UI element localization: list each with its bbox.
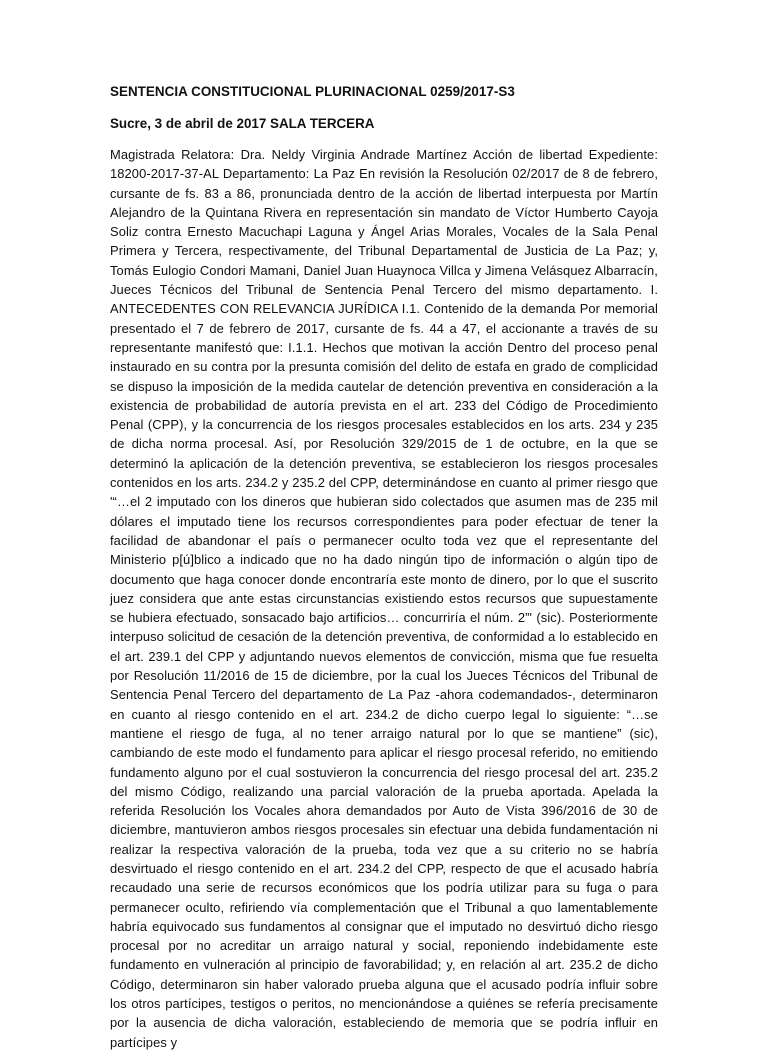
document-title: SENTENCIA CONSTITUCIONAL PLURINACIONAL 0259/2017-S3	[110, 84, 515, 99]
document-body-text: Magistrada Relatora: Dra. Neldy Virginia Andrade Martínez Acción de libertad Expediente: 18200-2017-37-AL Departamento: La Paz En revisión la Resolución 02/2017 de 8 de febrero, cursante de fs. 83 a 86, pronunciada dentro de la acción de libertad interpuesta por Martín Alejandro de la Quintana Rivera en representación sin mandato de Víctor Humberto Cayoja Soliz contra Ernesto Macuchapi Laguna y Ángel Arias Morales, Vocales de la Sala Penal Primera y Tercera, respectivamente, del Tribunal Departamental de Justicia de La Paz; y, Tomás Eulogio Condori Mamani, Daniel Juan Huaynoca Villca y Jimena Velásquez Albarracín, Jueces Técnicos del Tribunal de Sentencia Penal Tercero del mismo departamento. I. ANTECEDENTES CON RELEVANCIA JURÍDICA I.1. Contenido de la demanda Por memorial presentado el 7 de febrero de 2017, cursante de fs. 44 a 47, el accionante a través de su representante manifestó que: I.1.1. Hechos que motivan la acción Dentro del proceso penal instaurado en su contra por la presunta comisión del delito de estafa en grado de complicidad se dispuso la imposición de la medida cautelar de detención preventiva en consideración a la existencia de probabilidad de autoría prevista en el art. 233 del Código de Procedimiento Penal (CPP), y la concurrencia de los riesgos procesales establecidos en los arts. 234 y 235 de dicha norma procesal. Así, por Resolución 329/2015 de 1 de octubre, en la que se determinó la aplicación de la detención preventiva, se establecieron los riesgos procesales contenidos en los arts. 234.2 y 235.2 del CPP, determinándose en cuanto al primer riesgo que '“…el 2 imputado con los dineros que hubieran sido colectados que asumen mas de 235 mil dólares el imputado tiene los recursos correspondientes para poder efectuar de tener la facilidad de abandonar el país o permanecer oculto toda vez que el representante del Ministerio p[ú]blico a indicado que no ha dado ningún tipo de información o algún tipo de documento que haga conocer donde encontraría este monto de dinero, por lo que el suscrito juez considera que ante estas circunstancias existiendo estos recursos que supuestamente se hubiera efectuado, sonsacado bajo artificios… concurriría el núm. 2”' (sic). Posteriormente interpuso solicitud de cesación de la detención preventiva, de conformidad a lo establecido en el art. 239.1 del CPP y adjuntando nuevos elementos de convicción, misma que fue resuelta por Resolución 11/2016 de 15 de diciembre, por la cual los Jueces Técnicos del Tribunal de Sentencia Penal Tercero del departamento de La Paz -ahora codemandados-, determinaron en cuanto al riesgo contenido en el art. 234.2 de dicho cuerpo legal lo siguiente: “…se mantiene el riesgo de fuga, al no tener arraigo natural por lo que se mantiene” (sic), cambiando de este modo el fundamento para aplicar el riesgo procesal referido, no emitiendo fundamento alguno por el cual sostuvieron la concurrencia del riesgo procesal del art. 235.2 del mismo Código, realizando una parcial valoración de la prueba aportada. Apelada la referida Resolución los Vocales ahora demandados por Auto de Vista 396/2016 de 30 de diciembre, mantuvieron ambos riesgos procesales sin efectuar una debida fundamentación ni realizar la respectiva valoración de la prueba, toda vez que a su criterio no se habría desvirtuado el riesgo contenido en el art. 234.2 del CPP, respecto de que el acusado habría recaudado una serie de recursos económicos que los podría utilizar para su fuga o para permanecer oculto, refiriendo vía complementación que el Tribunal a quo lamentablemente habría equivocado sus fundamentos al consignar que el imputado no desvirtuó dicho riesgo procesal por no acreditar un arraigo natural y social, reponiendo indebidamente este fundamento en vulneración al principio de favorabilidad; y, en relación al art. 235.2 de dicho Código, determinaron sin haber valorado prueba alguna que el acusado podría influir sobre los otros partícipes, testigos o peritos, no mencionándose a quiénes se refería precisamente por la ausencia de dicha valoración, estableciendo de memoria que se podría influir en partícipes y	[110, 147, 658, 1050]
document-date-line: Sucre, 3 de abril de 2017 SALA TERCERA	[110, 116, 375, 131]
